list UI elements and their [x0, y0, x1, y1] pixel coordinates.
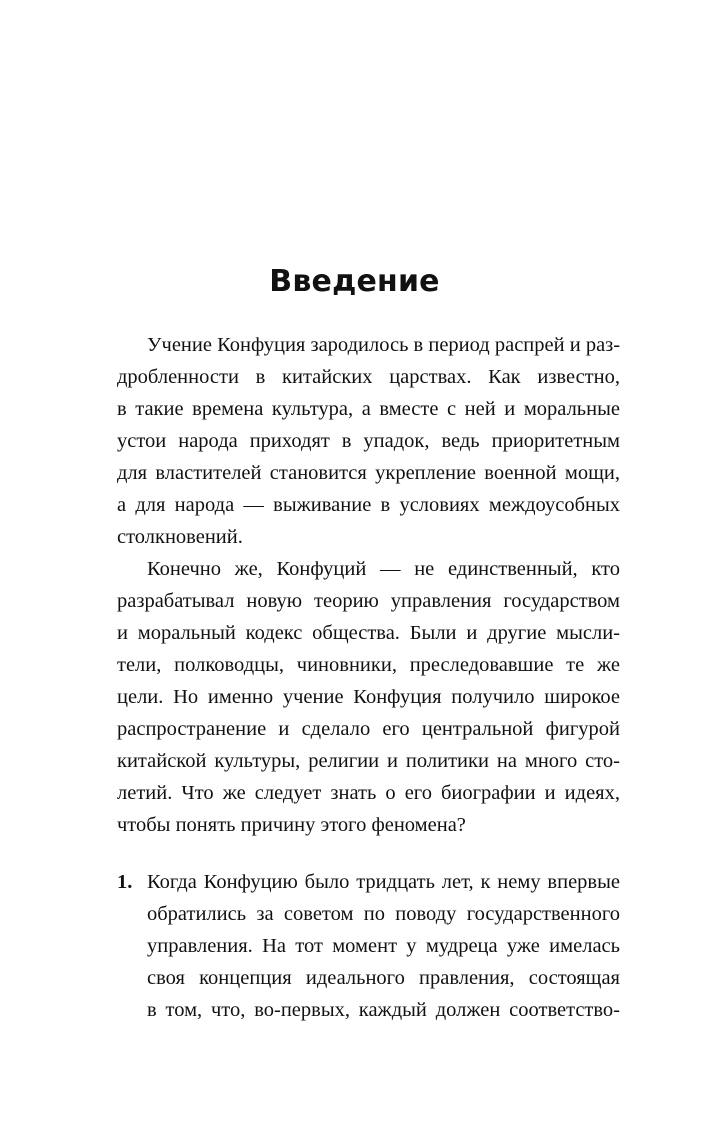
list-item-line-1: Когда Конфуцию было тридцать лет, к нему впервые [147, 871, 620, 893]
list-item-line-3: управления. На тот момент у мудреца уже имелась [147, 935, 620, 957]
chapter-title: Введение [269, 264, 440, 299]
paragraph-2-line-4: тели, полководцы, чиновники, преследовавшие те же [117, 654, 620, 676]
list-item-line-2: обратились за советом по поводу государственного [147, 903, 620, 925]
paragraph-1-line-1: Учение Конфуция зародилось в период распрей и раз- [147, 334, 621, 356]
paragraph-2-line-7: китайской культуры, религии и политики на много сто- [117, 750, 620, 772]
paragraph-2-line-3: и моральный кодекс общества. Были и другие мысли- [117, 622, 620, 644]
paragraph-1-line-5: для властителей становится укрепление военной мощи, [117, 462, 620, 484]
paragraph-1-line-6: а для народа — выживание в условиях междоусобных [117, 494, 620, 516]
list-item-line-5: в том, что, во-первых, каждый должен соответство- [147, 999, 620, 1021]
paragraph-2-line-5: цели. Но именно учение Конфуция получило широкое [117, 686, 620, 708]
paragraph-1-line-7: столкновений. [117, 526, 243, 548]
paragraph-2-line-8: летий. Что же следует знать о его биографии и идеях, [117, 782, 620, 804]
paragraph-1-line-2: дробленности в китайских царствах. Как известно, [117, 366, 620, 388]
paragraph-2-line-9: чтобы понять причину этого феномена? [117, 814, 466, 836]
paragraph-1-line-3: в такие времена культура, а вместе с ней и моральные [117, 398, 620, 420]
paragraph-2-line-1: Конечно же, Конфуций — не единственный, кто [147, 558, 620, 580]
paragraph-2-line-2: разрабатывал новую теорию управления государством [117, 590, 620, 612]
list-item-line-4: своя концепция идеального правления, состоящая [147, 967, 620, 989]
list-item-number: 1. [117, 871, 133, 893]
paragraph-2-line-6: распространение и сделало его центральной фигурой [117, 718, 620, 740]
paragraph-1-line-4: устои народа приходят в упадок, ведь приоритетным [117, 430, 620, 452]
